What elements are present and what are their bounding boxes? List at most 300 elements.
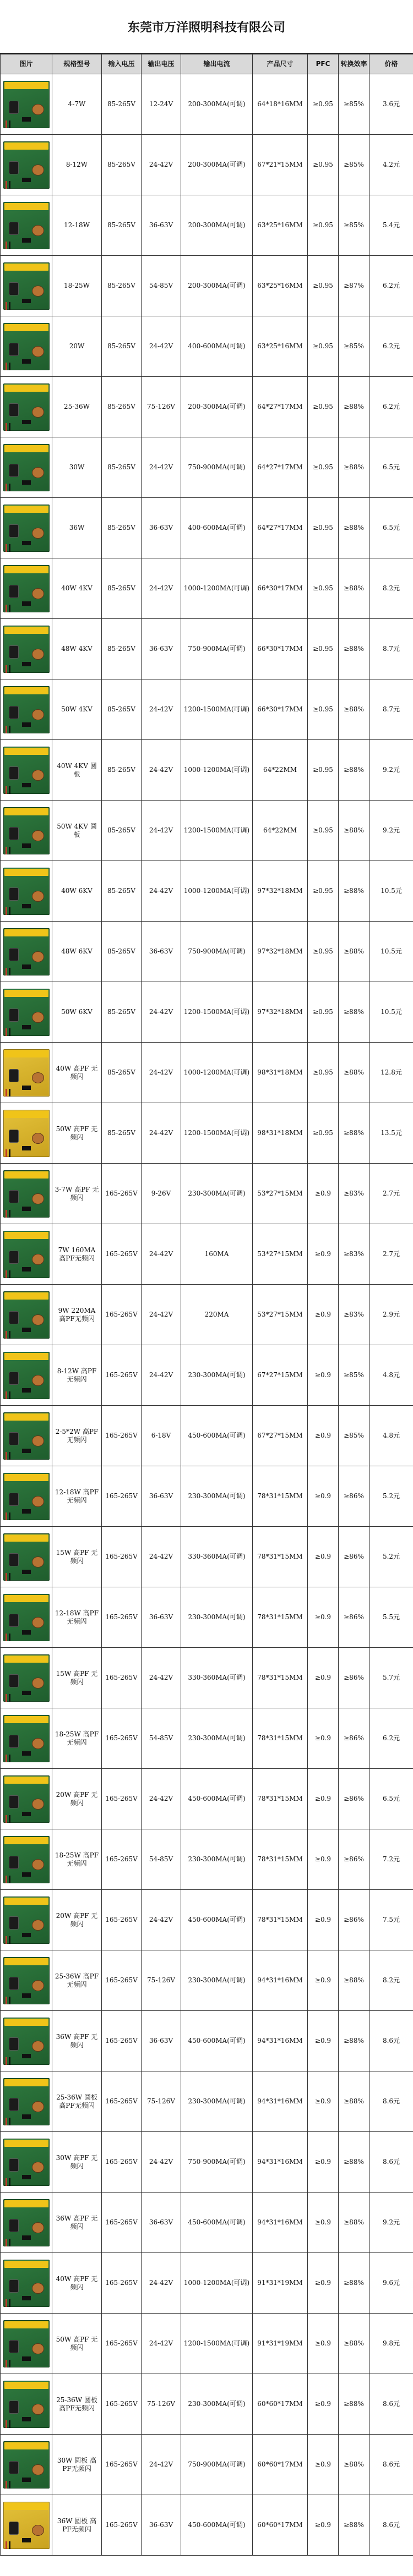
product-image-cell bbox=[1, 1769, 52, 1829]
table-row bbox=[1, 1950, 413, 2011]
board-chip bbox=[22, 1509, 31, 1514]
board-chip bbox=[22, 420, 31, 424]
efficiency-cell: ≥88% bbox=[339, 1103, 369, 1164]
board-wire-red bbox=[6, 1452, 7, 1460]
driver-board-image bbox=[3, 1170, 50, 1218]
board-coil bbox=[32, 2222, 44, 2233]
output-current-cell: 230-300MA(可调) bbox=[181, 1466, 253, 1527]
pfc-cell: ≥0.9 bbox=[308, 1950, 339, 2011]
price-cell: 8.6元 bbox=[369, 2495, 413, 2556]
efficiency-cell: ≥86% bbox=[339, 1890, 369, 1950]
board-wire-blk bbox=[9, 2420, 10, 2428]
output-voltage-cell: 24-42V bbox=[142, 1345, 181, 1406]
model-cell: 36W bbox=[52, 498, 102, 558]
pfc-cell: ≥0.9 bbox=[308, 2071, 339, 2132]
board-chip bbox=[22, 601, 31, 606]
table-row bbox=[1, 1103, 413, 1164]
driver-board-image bbox=[3, 1715, 50, 1762]
board-wire-blk bbox=[9, 2541, 10, 2549]
table-row bbox=[1, 558, 413, 619]
output-current-cell: 230-300MA(可调) bbox=[181, 1587, 253, 1648]
input-voltage-cell: 165-265V bbox=[102, 1466, 142, 1527]
size-cell: 64*27*17MM bbox=[253, 377, 308, 437]
board-label-strip bbox=[4, 627, 48, 634]
driver-board-image bbox=[3, 141, 50, 189]
size-cell: 67*27*15MM bbox=[253, 1406, 308, 1466]
driver-board-image bbox=[3, 2139, 50, 2186]
input-voltage-cell: 85-265V bbox=[102, 1103, 142, 1164]
board-wire-blk bbox=[9, 1634, 10, 1641]
price-cell: 6.2元 bbox=[369, 256, 413, 316]
board-coil bbox=[32, 286, 44, 297]
header-image: 图片 bbox=[1, 54, 52, 74]
output-voltage-cell: 12-24V bbox=[142, 74, 181, 135]
model-cell: 40W 4KV bbox=[52, 558, 102, 619]
board-label-strip bbox=[4, 929, 48, 936]
pfc-cell: ≥0.9 bbox=[308, 1224, 339, 1285]
output-voltage-cell: 54-85V bbox=[142, 1829, 181, 1890]
driver-board-image bbox=[3, 383, 50, 431]
board-wire-blk bbox=[9, 2299, 10, 2307]
input-voltage-cell: 85-265V bbox=[102, 377, 142, 437]
output-current-cell: 450-600MA(可调) bbox=[181, 1769, 253, 1829]
input-voltage-cell: 85-265V bbox=[102, 922, 142, 982]
driver-board-image bbox=[3, 323, 50, 370]
efficiency-cell: ≥83% bbox=[339, 1285, 369, 1345]
size-cell: 78*31*15MM bbox=[253, 1466, 308, 1527]
price-cell: 10.5元 bbox=[369, 861, 413, 922]
table-row bbox=[1, 679, 413, 740]
pfc-cell: ≥0.9 bbox=[308, 1648, 339, 1708]
board-cap bbox=[9, 403, 19, 416]
board-chip bbox=[22, 843, 31, 848]
input-voltage-cell: 165-265V bbox=[102, 2253, 142, 2314]
board-cap bbox=[9, 887, 19, 901]
input-voltage-cell: 165-265V bbox=[102, 1648, 142, 1708]
driver-board-image bbox=[3, 2381, 50, 2428]
table-row bbox=[1, 2193, 413, 2253]
model-cell: 15W 高PF 无频闪 bbox=[52, 1648, 102, 1708]
output-voltage-cell: 36-63V bbox=[142, 498, 181, 558]
board-label-strip bbox=[4, 1413, 48, 1421]
board-wire-blk bbox=[9, 1876, 10, 1883]
price-cell: 6.2元 bbox=[369, 1708, 413, 1769]
board-cap bbox=[9, 1493, 19, 1506]
board-chip bbox=[22, 541, 31, 545]
size-cell: 91*31*19MM bbox=[253, 2314, 308, 2374]
pfc-cell: ≥0.9 bbox=[308, 1708, 339, 1769]
efficiency-cell: ≥88% bbox=[339, 498, 369, 558]
price-cell: 6.5元 bbox=[369, 1769, 413, 1829]
product-image-cell bbox=[1, 1708, 52, 1769]
input-voltage-cell: 85-265V bbox=[102, 256, 142, 316]
board-wire-blk bbox=[9, 181, 10, 189]
input-voltage-cell: 85-265V bbox=[102, 801, 142, 861]
output-current-cell: 450-600MA(可调) bbox=[181, 2193, 253, 2253]
size-cell: 63*25*16MM bbox=[253, 256, 308, 316]
driver-board-image bbox=[3, 1412, 50, 1460]
board-label-strip bbox=[4, 1595, 48, 1602]
output-current-cell: 1000-1200MA(可调) bbox=[181, 740, 253, 801]
size-cell: 78*31*15MM bbox=[253, 1769, 308, 1829]
board-label-strip bbox=[4, 2140, 48, 2147]
board-chip bbox=[22, 1086, 31, 1090]
table-row bbox=[1, 619, 413, 679]
board-coil bbox=[32, 1254, 44, 1265]
board-wire-red bbox=[6, 363, 7, 370]
board-chip bbox=[22, 1630, 31, 1635]
size-cell: 97*32*18MM bbox=[253, 861, 308, 922]
driver-board-image bbox=[3, 202, 50, 249]
board-coil bbox=[32, 407, 44, 418]
board-wire-blk bbox=[9, 786, 10, 794]
board-coil bbox=[32, 2525, 44, 2536]
board-chip bbox=[22, 1267, 31, 1271]
model-cell: 40W 高PF 无频闪 bbox=[52, 2253, 102, 2314]
pfc-cell: ≥0.95 bbox=[308, 1103, 339, 1164]
board-coil bbox=[32, 2464, 44, 2475]
board-chip bbox=[22, 1872, 31, 1877]
product-image-cell bbox=[1, 1829, 52, 1890]
output-voltage-cell: 24-42V bbox=[142, 801, 181, 861]
board-chip bbox=[22, 178, 31, 182]
board-coil bbox=[32, 1678, 44, 1689]
board-chip bbox=[22, 662, 31, 666]
table-row bbox=[1, 982, 413, 1043]
output-current-cell: 400-600MA(可调) bbox=[181, 316, 253, 377]
board-cap bbox=[9, 1130, 19, 1143]
product-image-cell bbox=[1, 256, 52, 316]
board-cap bbox=[9, 464, 19, 477]
pfc-cell: ≥0.9 bbox=[308, 1285, 339, 1345]
output-current-cell: 750-900MA(可调) bbox=[181, 619, 253, 679]
efficiency-cell: ≥86% bbox=[339, 1466, 369, 1527]
board-wire-blk bbox=[9, 2178, 10, 2186]
board-coil bbox=[32, 1072, 44, 1083]
product-image-cell bbox=[1, 1103, 52, 1164]
board-label-strip bbox=[4, 1050, 48, 1057]
board-label-strip bbox=[4, 445, 48, 452]
input-voltage-cell: 165-265V bbox=[102, 2374, 142, 2435]
board-label-strip bbox=[4, 203, 48, 210]
table-row bbox=[1, 2011, 413, 2071]
price-cell: 5.2元 bbox=[369, 1527, 413, 1587]
product-image-cell bbox=[1, 740, 52, 801]
board-chip bbox=[22, 964, 31, 969]
input-voltage-cell: 85-265V bbox=[102, 74, 142, 135]
product-image-cell bbox=[1, 2314, 52, 2374]
pfc-cell: ≥0.9 bbox=[308, 2193, 339, 2253]
board-wire-red bbox=[6, 1270, 7, 1278]
product-image-cell bbox=[1, 1648, 52, 1708]
product-image-cell bbox=[1, 2193, 52, 2253]
output-current-cell: 450-600MA(可调) bbox=[181, 1406, 253, 1466]
board-wire-blk bbox=[9, 847, 10, 854]
size-cell: 60*60*17MM bbox=[253, 2374, 308, 2435]
board-coil bbox=[32, 891, 44, 902]
board-wire-red bbox=[6, 2541, 7, 2549]
price-cell: 5.5元 bbox=[369, 1587, 413, 1648]
output-current-cell: 1200-1500MA(可调) bbox=[181, 801, 253, 861]
pfc-cell: ≥0.9 bbox=[308, 2374, 339, 2435]
board-chip bbox=[22, 1328, 31, 1332]
price-cell: 7.5元 bbox=[369, 1890, 413, 1950]
board-label-strip bbox=[4, 2200, 48, 2207]
model-cell: 30W 圆板 高PF无频闪 bbox=[52, 2435, 102, 2495]
board-wire-red bbox=[6, 1634, 7, 1641]
product-image-cell bbox=[1, 1224, 52, 1285]
input-voltage-cell: 165-265V bbox=[102, 1950, 142, 2011]
board-cap bbox=[9, 1916, 19, 1930]
size-cell: 64*27*17MM bbox=[253, 437, 308, 498]
driver-board-image bbox=[3, 505, 50, 552]
pfc-cell: ≥0.9 bbox=[308, 1527, 339, 1587]
output-current-cell: 200-300MA(可调) bbox=[181, 74, 253, 135]
size-cell: 60*60*17MM bbox=[253, 2435, 308, 2495]
efficiency-cell: ≥88% bbox=[339, 2011, 369, 2071]
model-cell: 18-25W bbox=[52, 256, 102, 316]
output-current-cell: 200-300MA(可调) bbox=[181, 256, 253, 316]
product-image-cell bbox=[1, 2071, 52, 2132]
price-cell: 10.5元 bbox=[369, 922, 413, 982]
board-label-strip bbox=[4, 2019, 48, 2026]
efficiency-cell: ≥88% bbox=[339, 619, 369, 679]
efficiency-cell: ≥86% bbox=[339, 1769, 369, 1829]
product-image-cell bbox=[1, 1890, 52, 1950]
input-voltage-cell: 165-265V bbox=[102, 2011, 142, 2071]
model-cell: 25-36W 圆板 高PF无频闪 bbox=[52, 2374, 102, 2435]
input-voltage-cell: 85-265V bbox=[102, 619, 142, 679]
size-cell: 97*32*18MM bbox=[253, 982, 308, 1043]
board-wire-red bbox=[6, 1755, 7, 1762]
size-cell: 66*30*17MM bbox=[253, 679, 308, 740]
size-cell: 78*31*15MM bbox=[253, 1829, 308, 1890]
board-coil bbox=[32, 1133, 44, 1144]
size-cell: 94*31*16MM bbox=[253, 2132, 308, 2193]
model-cell: 25-36W bbox=[52, 377, 102, 437]
board-coil bbox=[32, 165, 44, 176]
output-voltage-cell: 24-42V bbox=[142, 558, 181, 619]
table-row bbox=[1, 2495, 413, 2556]
board-wire-blk bbox=[9, 363, 10, 370]
board-cap bbox=[9, 2037, 19, 2051]
price-cell: 8.6元 bbox=[369, 2011, 413, 2071]
driver-board-image bbox=[3, 2260, 50, 2307]
product-image-cell bbox=[1, 377, 52, 437]
board-wire-red bbox=[6, 2178, 7, 2186]
driver-board-image bbox=[3, 2502, 50, 2549]
board-wire-red bbox=[6, 605, 7, 612]
board-label-strip bbox=[4, 2079, 48, 2086]
price-cell: 3.6元 bbox=[369, 74, 413, 135]
board-coil bbox=[32, 2101, 44, 2112]
board-label-strip bbox=[4, 1171, 48, 1179]
board-label-strip bbox=[4, 1777, 48, 1784]
board-coil bbox=[32, 346, 44, 357]
price-cell: 2.7元 bbox=[369, 1164, 413, 1224]
size-cell: 66*30*17MM bbox=[253, 558, 308, 619]
table-row bbox=[1, 801, 413, 861]
board-wire-red bbox=[6, 2118, 7, 2125]
output-voltage-cell: 24-42V bbox=[142, 2132, 181, 2193]
size-cell: 53*27*15MM bbox=[253, 1164, 308, 1224]
board-wire-blk bbox=[9, 302, 10, 310]
model-cell: 50W 6KV bbox=[52, 982, 102, 1043]
board-cap bbox=[9, 2158, 19, 2172]
board-label-strip bbox=[4, 1534, 48, 1542]
pfc-cell: ≥0.95 bbox=[308, 922, 339, 982]
efficiency-cell: ≥86% bbox=[339, 1587, 369, 1648]
driver-board-image bbox=[3, 2078, 50, 2125]
board-cap bbox=[9, 1009, 19, 1022]
pfc-cell: ≥0.95 bbox=[308, 195, 339, 256]
board-coil bbox=[32, 1435, 44, 1446]
output-voltage-cell: 24-42V bbox=[142, 2314, 181, 2374]
board-label-strip bbox=[4, 385, 48, 392]
price-cell: 2.9元 bbox=[369, 1285, 413, 1345]
pfc-cell: ≥0.9 bbox=[308, 1890, 339, 1950]
board-cap bbox=[9, 282, 19, 295]
output-current-cell: 230-300MA(可调) bbox=[181, 1708, 253, 1769]
input-voltage-cell: 165-265V bbox=[102, 1587, 142, 1648]
board-chip bbox=[22, 1812, 31, 1816]
header-model: 规格型号 bbox=[52, 54, 102, 74]
output-voltage-cell: 36-63V bbox=[142, 1466, 181, 1527]
input-voltage-cell: 165-265V bbox=[102, 2435, 142, 2495]
board-wire-red bbox=[6, 665, 7, 673]
pfc-cell: ≥0.95 bbox=[308, 558, 339, 619]
output-current-cell: 330-360MA(可调) bbox=[181, 1527, 253, 1587]
table-row bbox=[1, 861, 413, 922]
driver-board-image bbox=[3, 2320, 50, 2367]
size-cell: 94*31*16MM bbox=[253, 2193, 308, 2253]
model-cell: 25-36W 高PF 无频闪 bbox=[52, 1950, 102, 2011]
board-wire-blk bbox=[9, 1331, 10, 1339]
board-cap bbox=[9, 101, 19, 114]
product-image-cell bbox=[1, 801, 52, 861]
output-current-cell: 200-300MA(可调) bbox=[181, 135, 253, 195]
product-image-cell bbox=[1, 922, 52, 982]
output-current-cell: 1200-1500MA(可调) bbox=[181, 679, 253, 740]
size-cell: 64*22MM bbox=[253, 740, 308, 801]
price-cell: 9.2元 bbox=[369, 801, 413, 861]
board-coil bbox=[32, 1920, 44, 1931]
board-label-strip bbox=[4, 1474, 48, 1481]
output-voltage-cell: 24-42V bbox=[142, 135, 181, 195]
board-label-strip bbox=[4, 2503, 48, 2510]
board-wire-blk bbox=[9, 2481, 10, 2489]
board-cap bbox=[9, 1069, 19, 1082]
header-efficiency: 转换效率 bbox=[339, 54, 369, 74]
page-title: 东莞市万洋照明科技有限公司 bbox=[0, 0, 413, 54]
product-image-cell bbox=[1, 982, 52, 1043]
model-cell: 36W 圆板 高PF无频闪 bbox=[52, 2495, 102, 2556]
board-wire-red bbox=[6, 726, 7, 733]
size-cell: 53*27*15MM bbox=[253, 1285, 308, 1345]
board-coil bbox=[32, 951, 44, 962]
model-cell: 12-18W 高PF 无频闪 bbox=[52, 1587, 102, 1648]
board-label-strip bbox=[4, 869, 48, 876]
output-voltage-cell: 24-42V bbox=[142, 2435, 181, 2495]
pfc-cell: ≥0.95 bbox=[308, 982, 339, 1043]
board-cap bbox=[9, 2400, 19, 2414]
header-output-current: 输出电流 bbox=[181, 54, 253, 74]
output-current-cell: 1200-1500MA(可调) bbox=[181, 1103, 253, 1164]
product-image-cell bbox=[1, 1345, 52, 1406]
price-cell: 5.4元 bbox=[369, 195, 413, 256]
price-cell: 6.2元 bbox=[369, 377, 413, 437]
driver-board-image bbox=[3, 1110, 50, 1157]
board-chip bbox=[22, 299, 31, 303]
size-cell: 94*31*16MM bbox=[253, 1950, 308, 2011]
header-size: 产品尺寸 bbox=[253, 54, 308, 74]
model-cell: 12-18W 高PF 无频闪 bbox=[52, 1466, 102, 1527]
output-current-cell: 220MA bbox=[181, 1285, 253, 1345]
output-voltage-cell: 24-42V bbox=[142, 1285, 181, 1345]
board-wire-blk bbox=[9, 484, 10, 491]
board-coil bbox=[32, 588, 44, 599]
board-chip bbox=[22, 1207, 31, 1211]
efficiency-cell: ≥83% bbox=[339, 1224, 369, 1285]
board-chip bbox=[22, 1993, 31, 1998]
table-body bbox=[1, 74, 413, 2556]
input-voltage-cell: 165-265V bbox=[102, 1224, 142, 1285]
price-cell: 8.2元 bbox=[369, 1950, 413, 2011]
board-cap bbox=[9, 222, 19, 235]
board-wire-blk bbox=[9, 605, 10, 612]
board-label-strip bbox=[4, 2261, 48, 2268]
input-voltage-cell: 85-265V bbox=[102, 861, 142, 922]
board-wire-red bbox=[6, 1997, 7, 2004]
board-label-strip bbox=[4, 2382, 48, 2389]
pfc-cell: ≥0.9 bbox=[308, 2435, 339, 2495]
output-current-cell: 1200-1500MA(可调) bbox=[181, 2314, 253, 2374]
input-voltage-cell: 165-265V bbox=[102, 1406, 142, 1466]
driver-board-image bbox=[3, 747, 50, 794]
board-cap bbox=[9, 2219, 19, 2232]
board-coil bbox=[32, 2283, 44, 2294]
driver-board-image bbox=[3, 1654, 50, 1702]
board-wire-red bbox=[6, 1694, 7, 1702]
pfc-cell: ≥0.9 bbox=[308, 1164, 339, 1224]
pfc-cell: ≥0.9 bbox=[308, 2011, 339, 2071]
input-voltage-cell: 85-265V bbox=[102, 1043, 142, 1103]
board-coil bbox=[32, 2404, 44, 2415]
efficiency-cell: ≥85% bbox=[339, 195, 369, 256]
product-image-cell bbox=[1, 679, 52, 740]
input-voltage-cell: 85-265V bbox=[102, 679, 142, 740]
input-voltage-cell: 165-265V bbox=[102, 2132, 142, 2193]
price-cell: 6.5元 bbox=[369, 498, 413, 558]
board-wire-blk bbox=[9, 1452, 10, 1460]
table-row bbox=[1, 1890, 413, 1950]
board-label-strip bbox=[4, 142, 48, 150]
board-wire-blk bbox=[9, 423, 10, 431]
output-voltage-cell: 24-42V bbox=[142, 1769, 181, 1829]
pfc-cell: ≥0.95 bbox=[308, 498, 339, 558]
board-cap bbox=[9, 585, 19, 598]
price-cell: 12.8元 bbox=[369, 1043, 413, 1103]
driver-board-image bbox=[3, 807, 50, 854]
model-cell: 30W 高PF 无频闪 bbox=[52, 2132, 102, 2193]
product-image-cell bbox=[1, 437, 52, 498]
output-current-cell: 400-600MA(可调) bbox=[181, 498, 253, 558]
output-voltage-cell: 36-63V bbox=[142, 922, 181, 982]
output-voltage-cell: 24-42V bbox=[142, 1527, 181, 1587]
board-cap bbox=[9, 1795, 19, 1808]
board-cap bbox=[9, 1856, 19, 1869]
board-wire-red bbox=[6, 302, 7, 310]
